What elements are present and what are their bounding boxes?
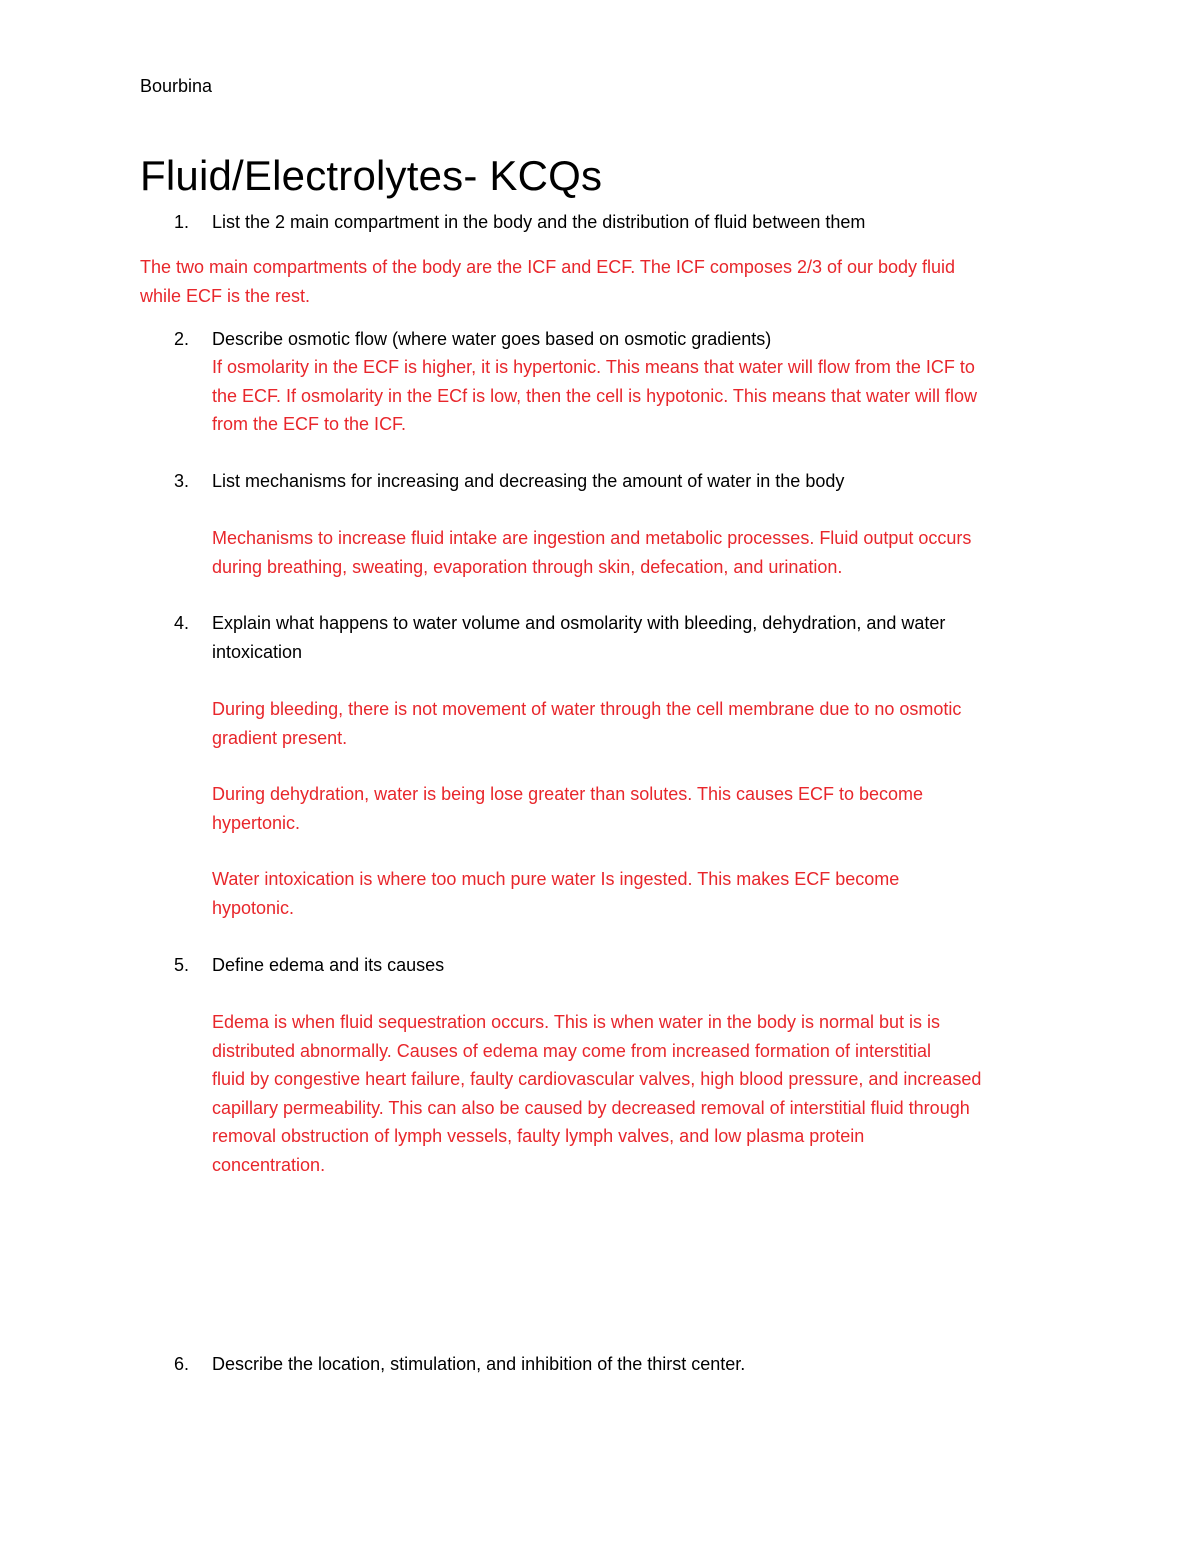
answer-2-line-1: If osmolarity in the ECF is higher, it is hypertonic. This means that water will flow from the ICF to [212, 357, 975, 377]
answer-5-line-2: distributed abnormally. Causes of edema may come from increased formation of interstitial [212, 1040, 931, 1061]
answer-4c-line-1: Water intoxication is where too much pure water Is ingested. This makes ECF become [212, 869, 900, 889]
answer-4c-line-2: hypotonic. [212, 897, 295, 918]
answer-5-line-5: removal obstruction of lymph vessels, faulty lymph valves, and low plasma protein [212, 1126, 865, 1146]
question-1-number: 1. [174, 212, 190, 232]
question-3-text: List mechanisms for increasing and decreasing the amount of water in the body [212, 471, 845, 491]
answer-2-line-3: from the ECF to the ICF. [212, 414, 407, 434]
question-2-number: 2. [174, 329, 190, 349]
answer-2-line-2: the ECF. If osmolarity in the ECf is low, then the cell is hypotonic. This means that water will flow [212, 385, 977, 406]
question-6-text: Describe the location, stimulation, and inhibition of the thirst center. [212, 1354, 746, 1374]
question-6-number: 6. [174, 1354, 190, 1374]
answer-4-bleeding [212, 695, 961, 752]
answer-5-line-3: fluid by congestive heart failure, faulty cardiovascular valves, high blood pressure, and increased [212, 1069, 982, 1089]
answer-4a-line-1: During bleeding, there is not movement of water through the cell membrane due to no osmotic [212, 699, 962, 719]
question-4-number: 4. [174, 613, 190, 633]
answer-3-line-2: during breathing, sweating, evaporation through skin, defecation, and urination. [212, 556, 843, 577]
question-4-text-line-2: intoxication [212, 641, 303, 662]
question-5-text: Define edema and its causes [212, 955, 445, 975]
document-title: Fluid/Electrolytes- KCQs [140, 152, 603, 199]
answer-3 [212, 524, 971, 581]
question-2-text: Describe osmotic flow (where water goes based on osmotic gradients) [212, 329, 772, 349]
answer-4-water-intoxication [212, 865, 899, 922]
question-4-text [212, 609, 945, 666]
answer-4b-line-1: During dehydration, water is being lose greater than solutes. This causes ECF to become [212, 784, 924, 804]
question-4-text-line-1: Explain what happens to water volume and osmolarity with bleeding, dehydration, and water [212, 613, 946, 633]
answer-5 [212, 1008, 981, 1179]
question-3-number: 3. [174, 471, 190, 491]
answer-3-line-1: Mechanisms to increase fluid intake are ingestion and metabolic processes. Fluid output occurs [212, 528, 972, 548]
answer-4b-line-2: hypertonic. [212, 812, 301, 833]
question-5-number: 5. [174, 955, 190, 975]
question-1-text: List the 2 main compartment in the body and the distribution of fluid between them [212, 212, 866, 232]
answer-5-line-1: Edema is when fluid sequestration occurs. This is when water in the body is normal but is is [212, 1012, 941, 1032]
answer-5-line-6: concentration. [212, 1154, 326, 1175]
answer-2 [212, 353, 977, 439]
answer-5-line-4: capillary permeability. This can also be caused by decreased removal of interstitial fluid through [212, 1097, 970, 1118]
answer-4-dehydration [212, 780, 923, 837]
answer-1-line-1: The two main compartments of the body are the ICF and ECF. The ICF composes 2/3 of our body fluid [140, 257, 956, 277]
answer-4a-line-2: gradient present. [212, 727, 348, 748]
author-header: Bourbina [140, 76, 213, 96]
answer-1-line-2: while ECF is the rest. [140, 285, 311, 306]
answer-1 [140, 253, 955, 310]
